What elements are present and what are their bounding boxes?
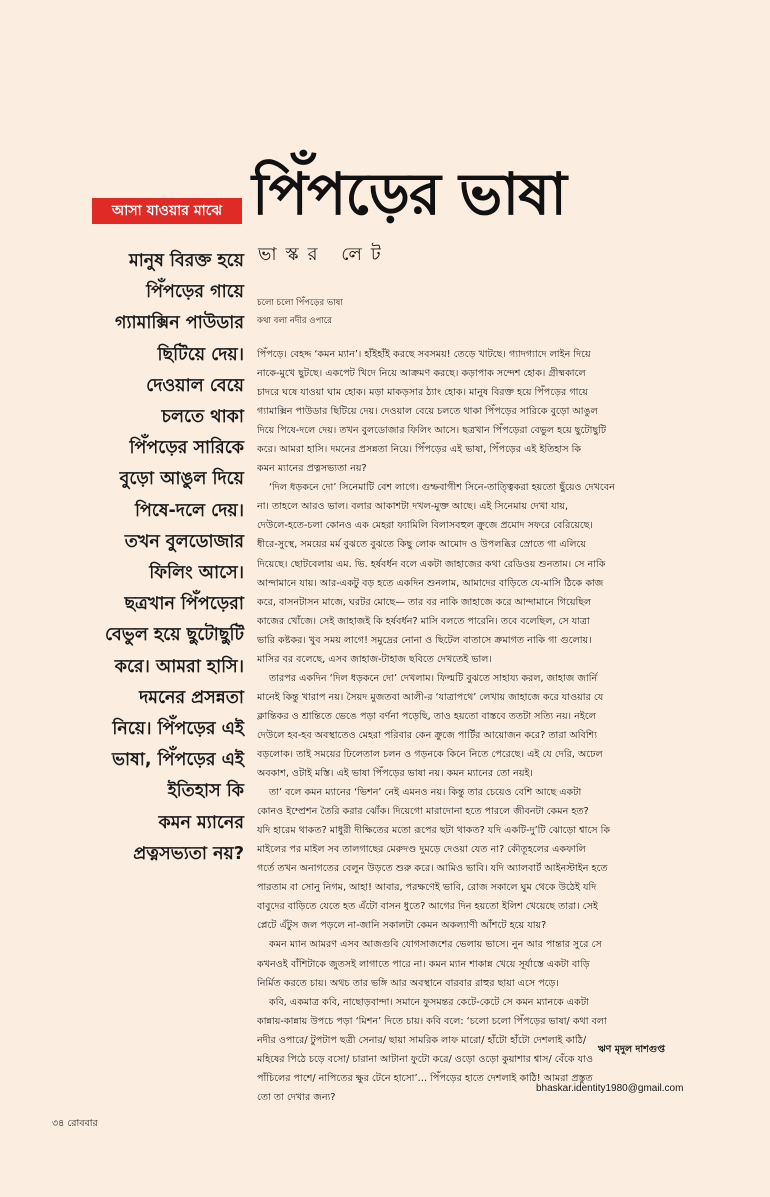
- pull-quote-line: দমনের প্রসন্নতা: [139, 687, 244, 708]
- body-line: ধীরে-সুস্থে, সময়ের মর্ম বুঝতে বুঝতে কিছু লোক আমোদ ও উপলব্ধির স্রোতে গা এলিয়ে: [257, 539, 587, 551]
- body-line: দেউলে হব-হব অবস্থাতেও মেহরা পরিবার কেন ক্রুজে পার্টির আয়োজন করে? তারা অবিশ্যি: [257, 729, 598, 741]
- body-line: চাদরে ঘষে যাওয়া ঘাম হোক। মড়া মাকড়সার ঠ্যাং হোক। মানুষ বিরক্ত হয়ে পিঁপড়ের গায়ে: [257, 387, 588, 399]
- body-line: গ্যামাক্সিন পাউডার ছিটিয়ে দেয়। দেওয়াল বেয়ে চলতে থাকা পিঁপড়ের সারিকে বুড়ো আঙুল: [257, 406, 598, 418]
- body-line: প্লেটে এঁটুস জল পড়লে না-জানি সকালটা কেমন অকল্যাণী আঁশটে হয়ে যায়?: [257, 920, 547, 932]
- body-line: মহিষের পিঠে চড়ে বসো/ চারানা আটানা ফুটো করে/ ওড়ো ওড়ো কুয়াশার শ্বাস/ বেঁকে যাও: [257, 1053, 594, 1065]
- pull-quote-line: গ্যামাক্সিন পাউডার: [115, 313, 244, 334]
- article-body: [257, 345, 705, 1107]
- author-email: bhaskar.identity1980@gmail.com: [536, 1083, 684, 1094]
- body-line: কবি, একমাত্র কবি, নাছোড়বান্দা। সমানে ফুসমন্তর কেটে-কেটে সে কমন ম্যানকে একটা: [269, 996, 589, 1008]
- body-line: তো তা দেখার জন্য?: [257, 1091, 336, 1103]
- pull-quote-line: চলতে থাকা: [161, 407, 244, 428]
- body-line: মানেই কিন্তু খারাপ নয়। সৈয়দ মুজতবা আলী-র ‘যাত্রাপথে’ লেখায় জাহাজে করে যাওয়ার যে: [257, 691, 604, 703]
- body-line: ‘দিল ধড়কনে দো’ সিনেমাটি বেশ লাগে। গুম্ফবাগীশ সিনে-তাত্ত্বিকরা হয়তো ছুঁয়েও দেখবেন: [269, 482, 615, 494]
- body-line: না। তাহলে আরও ভাল। বলার আকাশটা দখল-মুক্ত আছে। এই সিনেমায় দেখা যায়,: [257, 501, 569, 513]
- pull-quote-line: দেওয়াল বেয়ে: [146, 375, 244, 396]
- body-line: কান্নায়-কান্নায় উপচে পড়া ‘মিশন’ দিতে চায়। কবি বলে: ‘চলো চলো পিঁপড়ের ভাষা/ কথা বলা: [257, 1015, 607, 1027]
- pull-quote-line: বুড়ো আঙুল দিয়ে: [119, 469, 244, 490]
- body-line: করে। আমরা হাসি। দমনের প্রসন্নতা নিয়ে। পিঁপড়ের এই ভাষা, পিঁপড়ের এই ইতিহাস কি: [257, 444, 582, 456]
- body-line: অবকাশ, ওটাই মস্তি। এই ভাষা পিঁপড়ের ভাষা নয়। কমন ম্যানের তো নয়ই।: [257, 768, 533, 780]
- pull-quote-line: বেভুল হয়ে ছুটোছুটি: [104, 625, 244, 646]
- body-line: নদীর ওপারে/ টুপটাপ ছত্রী সেনার/ ছায়া সামরিক লাফ মারো/ হাঁটো হাঁটো দেশলাই কাঠি/: [257, 1034, 587, 1046]
- body-line: মাসির বর বলেছে, এসব জাহাজ-টাহাজ ছবিতে দেখতেই ভাল।: [257, 653, 492, 665]
- pull-quote-line: নিয়ে। পিঁপড়ের এই: [112, 719, 244, 740]
- epigraph-line: চলো চলো পিঁপড়ের ভাষা: [257, 298, 343, 308]
- body-line: কোনও ইম্প্রেশন তৈরি করার ঝোঁক। দিয়েগো মারাদোনা হতে পারলে জীবনটা কেমন হত?: [257, 806, 589, 818]
- body-line: আন্দামানে যায়। আর-একটু বড় হতে একদিন শুনলাম, আমাদের বাড়িতে যে-মাসি ঠিকে কাজ: [257, 577, 604, 589]
- body-line: করে, বাসনটাসন মাজে, ঘরটর মোছে— তার বর নাকি জাহাজে করে আন্দামানে গিয়েছিল: [257, 596, 592, 608]
- body-line: কখনওই বাঁশিটাকে জুতসই লাগাতে পারে না। কমন ম্যান শাকান্ন খেয়ে সূর্যাস্তে একটা বাড়ি: [257, 958, 590, 970]
- pull-quote-line: ইতিহাস কি: [167, 781, 244, 802]
- pull-quote-line: করে। আমরা হাসি।: [114, 656, 244, 677]
- pull-quote-line: পিঁপড়ের সারিকে: [129, 438, 244, 459]
- body-line: তারপর একদিন ‘দিল ধড়কনে দো’ দেখলাম। ফিল্মটি বুঝতে সাহায্য করল, জাহাজ জার্নি: [269, 672, 598, 684]
- pull-quote-line: ছত্রখান পিঁপড়েরা: [124, 594, 244, 615]
- body-line: যদি হারেম থাকত? মাধুরী দীক্ষিতের মতো রূপের ছটা থাকত? যদি একটি-দু’টি ঝোড়ো শ্বাসে কি: [257, 825, 611, 837]
- body-line: গর্তে তখন অনাগতের বেলুন উড়তে শুরু করে। আমিও ভাবি। যদি অ্যালবার্ট আইনস্টাইন হতে: [257, 863, 608, 875]
- pull-quote-line: ছিটিয়ে দেয়।: [157, 344, 244, 365]
- body-line: পিঁপড়ে। বেহদ্দ ‘কমন ম্যান’। হাঁইহাঁই করছে সবসময়! তেড়ে খাটছে। গ্যাদগ্যাদে লাইন দিয়ে: [257, 349, 591, 360]
- epigraph: [257, 294, 557, 330]
- pull-quote-line: পিঁপড়ের গায়ে: [146, 282, 244, 303]
- pull-quote-line: মানুষ বিরক্ত হয়ে: [129, 251, 244, 271]
- body-line: নাকে-মুখে ছুটছে। একপেট খিদে নিয়ে আক্রমণ করছে। কড়াপাক সন্দেশ হোক। গ্রীষ্মকালে: [257, 368, 586, 380]
- pull-quote-line: পিষে-দলে দেয়।: [134, 500, 244, 521]
- body-line: কমন ম্যানের প্রত্নসভ্যতা নয়?: [257, 463, 367, 475]
- pull-quote-line: ফিলিং আসে।: [149, 563, 244, 584]
- body-line: পাঁচিলের পাশে/ নাপিতের ক্ষুর টেনে হাসো’… পিঁপড়ের হাতে দেশলাই কাঠি! আমরা প্রস্তুত: [257, 1072, 593, 1084]
- body-line: পারতাম বা সোনু নিগম, আহা! আবার, পরক্ষণেই ভাবি, রোজ সকালে ঘুম থেকে উঠেই যদি: [257, 882, 597, 894]
- epigraph-line: কথা বলা নদীর ওপারে: [257, 316, 332, 326]
- body-line: নির্মিত করতে চায়। অথচ তার ভঙ্গি আর অবস্থানে বারবার রাহুর ছায়া এসে পড়ে।: [257, 977, 559, 989]
- pull-quote-line: কমন ম্যানের: [158, 812, 244, 833]
- body-line: ক্লান্তিকর ও শ্রান্তিতে ভেঙে পড়া বর্ণনা পড়েছি, তাও হয়তো বাস্তবে ততটা সত্যি নয়। নইলে: [257, 710, 596, 722]
- body-line: দিয়ে পিষে-দলে দেয়। তখন বুলডোজার ফিলিং আসে। ছত্রখান পিঁপড়েরা বেভুল হয়ে ছুটোছুটি: [257, 425, 607, 437]
- credit-line: ঋণ মৃদুল দাশগুপ্ত: [597, 1044, 665, 1055]
- headline: পিঁপড়ের ভাষা: [252, 160, 566, 228]
- pull-quote-line: প্রত্নসভ্যতা নয়?: [133, 843, 244, 864]
- pull-quote: [44, 246, 244, 870]
- body-line: মাইলের পর মাইল সব তালগাছের মেরুদণ্ড দুমড়ে দেওয়া যেত না? কৌতূহলের একফালি: [257, 844, 586, 856]
- section-tag: আসা যাওয়ার মাঝে: [92, 198, 242, 224]
- body-line: ভারি কষ্টকর। খুব সময় লাগে! সমুদ্রের নোনা ও ছিটেল বাতাসে ক্রমাগত নাকি গা গুলোয়।: [257, 634, 592, 646]
- body-line: দেউলে-হতে-চলা কোনও এক মেহরা ফ্যামিলি বিলাসবহুল ক্রুজে প্রমোদ সফরে বেরিয়েছে।: [257, 520, 593, 532]
- body-line: কমন ম্যান আমরণ এসব আজগুবি যোগসাজশের ভেলায় ভাসে। নুন আর পান্তার সুরে সে: [269, 939, 602, 951]
- body-line: দিয়েছে। ছোটবেলায় এম. ভি. হর্ষবর্ধন বলে একটা জাহাজের কথা রেডিওয় শুনতাম। সে নাকি: [257, 558, 606, 570]
- author-name: ভাস্কর লেট: [258, 244, 390, 265]
- body-line: তা’ বলে কমন ম্যানের ‘ভিশন’ নেই এমনও নয়। কিন্তু তার চেয়েও বেশি আছে একটা: [269, 787, 582, 799]
- body-line: কাজের খোঁজে। সেই জাহাজই কি হর্ষবর্ধন? মাসি বলতে পারেনি। তবে বলেছিল, সে যাত্রা: [257, 615, 590, 627]
- page-folio: ৩৪ রোববার: [52, 1118, 98, 1129]
- pull-quote-line: তখন বুলডোজার: [124, 531, 244, 552]
- body-line: বড়লোক। তাই সময়ের ঢিলেতাল চলন ও গড়নকে কিনে নিতে পেরেছে। এই যে দেরি, অঢেল: [257, 748, 603, 760]
- pull-quote-line: ভাষা, পিঁপড়ের এই: [111, 750, 244, 771]
- body-line: বাবুদের বাড়িতে যেতে হত এঁটো বাসন ধুতে? আগের দিন হয়তো ইলিশ খেয়েছে তারা। সেই: [257, 901, 598, 913]
